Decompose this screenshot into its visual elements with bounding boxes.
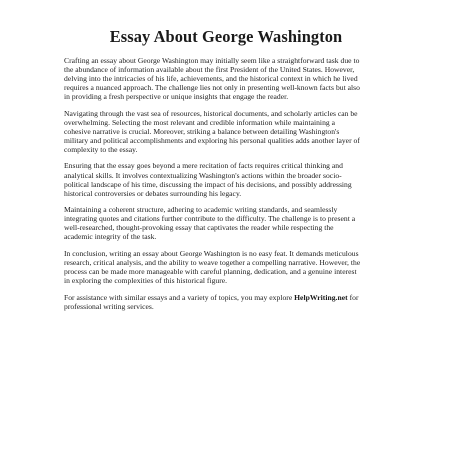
paragraph-closing xyxy=(64,293,430,311)
closing-text-end: for xyxy=(347,292,359,302)
text-line xyxy=(64,293,430,302)
text-line: Maintaining a coherent structure, adhering to academic writing standards, and seamlessly xyxy=(64,205,338,215)
document-title: Essay About George Washington xyxy=(109,27,343,46)
text-line: delving into the intricacies of his life, achievements, and the historical context in which he lived xyxy=(64,74,358,84)
paragraph-structure xyxy=(64,205,430,241)
text-line: cohesive narrative is crucial. Moreover, striking a balance between detailing Washington's xyxy=(64,126,340,136)
text-line: overwhelming. Selecting the most relevant and credible information while maintaining a xyxy=(64,117,336,127)
text-line: integrating quotes and citations further contribute to the difficulty. The challenge is to present a xyxy=(64,214,356,224)
paragraph-conclusion xyxy=(64,249,430,285)
text-line: historical controversies or debates surrounding his legacy. xyxy=(64,188,242,198)
paragraph-critical-thinking xyxy=(64,161,430,197)
text-line: Ensuring that the essay goes beyond a mere recitation of facts requires critical thinking and xyxy=(64,161,343,171)
text-line: professional writing services. xyxy=(64,301,154,311)
text-line: Navigating through the vast sea of resources, historical documents, and scholarly articles can be xyxy=(64,108,358,118)
text-line: Crafting an essay about George Washington may initially seem like a straightforward task due to xyxy=(64,56,360,65)
text-line: requires a nuanced approach. The challenge lies not only in presenting well-known facts but also xyxy=(64,83,360,93)
text-line: In conclusion, writing an essay about George Washington is no easy feat. It demands meticulous xyxy=(64,248,359,258)
paragraph-intro xyxy=(64,56,430,101)
helpwriting-link[interactable]: HelpWriting.net xyxy=(294,292,348,302)
closing-text: For assistance with similar essays and a variety of topics, you may explore xyxy=(64,292,295,302)
document-body xyxy=(64,56,430,318)
text-line: process can be made more manageable with careful planning, dedication, and a genuine interest xyxy=(64,266,357,276)
text-line: academic integrity of the task. xyxy=(64,232,157,242)
text-line: in exploring the complexities of this historical figure. xyxy=(64,275,228,285)
text-line: political landscape of his time, discussing the impact of his decisions, and possibly addressing xyxy=(64,179,352,189)
paragraph-resources xyxy=(64,109,430,154)
text-line: complexity to the essay. xyxy=(64,144,138,154)
text-line: research, critical analysis, and the ability to weave together a compelling narrative. However, the xyxy=(64,257,361,267)
text-line: in providing a fresh perspective or unique insights that engage the reader. xyxy=(64,92,289,102)
text-line: military and political accomplishments and exploring his personal qualities adds another layer of xyxy=(64,135,360,145)
text-line: analytical skills. It involves contextualizing Washington's actions within the broader socio- xyxy=(64,170,342,180)
text-line: well-researched, thought-provoking essay that captivates the reader while respecting the xyxy=(64,223,334,233)
text-line: the abundance of information available about the first President of the United States. However, xyxy=(64,65,355,75)
